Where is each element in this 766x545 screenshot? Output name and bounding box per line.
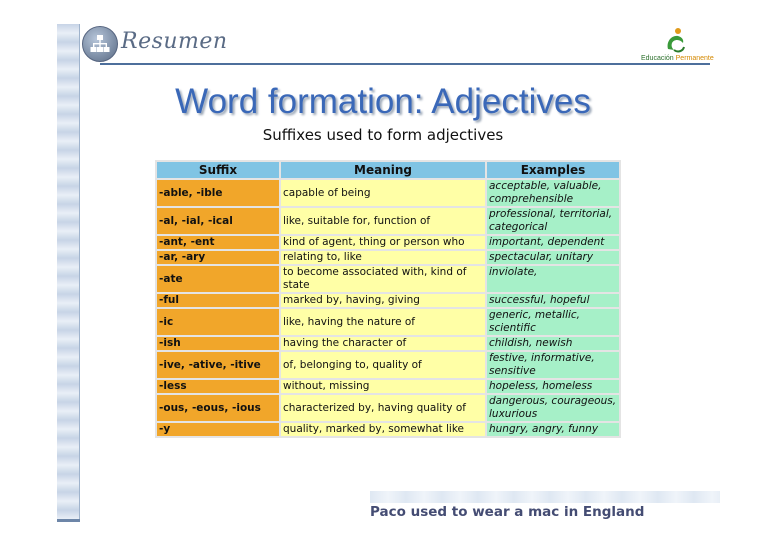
- suffix-cell: -ate: [157, 266, 279, 292]
- examples-cell: dangerous, courageous, luxurious: [487, 395, 619, 421]
- meaning-cell: quality, marked by, somewhat like: [281, 423, 485, 436]
- column-header-examples: Examples: [487, 162, 619, 178]
- examples-cell: important, dependent: [487, 236, 619, 249]
- suffix-cell: -y: [157, 423, 279, 436]
- meaning-cell: having the character of: [281, 337, 485, 350]
- meaning-cell: like, having the nature of: [281, 309, 485, 335]
- table-row: [157, 337, 619, 350]
- page-title: Word formation: Adjectives: [175, 82, 591, 121]
- column-header-meaning: Meaning: [281, 162, 485, 178]
- table-row: [157, 423, 619, 436]
- examples-cell: hungry, angry, funny: [487, 423, 619, 436]
- examples-cell: acceptable, valuable, comprehensible: [487, 180, 619, 206]
- meaning-cell: marked by, having, giving: [281, 294, 485, 307]
- examples-cell: professional, territorial, categorical: [487, 208, 619, 234]
- suffix-cell: -ic: [157, 309, 279, 335]
- suffix-cell: -less: [157, 380, 279, 393]
- table-header-row: [157, 162, 619, 178]
- table-row: [157, 309, 619, 335]
- suffix-cell: -ous, -eous, -ious: [157, 395, 279, 421]
- suffix-cell: -ish: [157, 337, 279, 350]
- section-label: Resumen: [121, 29, 228, 54]
- examples-cell: inviolate,: [487, 266, 619, 292]
- meaning-cell: capable of being: [281, 180, 485, 206]
- examples-cell: hopeless, homeless: [487, 380, 619, 393]
- suffix-table: [155, 160, 621, 438]
- logo-text: Educación Permanente: [641, 55, 714, 62]
- educacion-permanente-logo: [664, 27, 686, 55]
- examples-cell: festive, informative, sensitive: [487, 352, 619, 378]
- meaning-cell: relating to, like: [281, 251, 485, 264]
- meaning-cell: kind of agent, thing or person who: [281, 236, 485, 249]
- footer-caption: Paco used to wear a mac in England: [370, 504, 645, 520]
- table-row: [157, 266, 619, 292]
- meaning-cell: like, suitable for, function of: [281, 208, 485, 234]
- suffix-cell: -ant, -ent: [157, 236, 279, 249]
- examples-cell: successful, hopeful: [487, 294, 619, 307]
- suffix-cell: -able, -ible: [157, 180, 279, 206]
- table-row: [157, 352, 619, 378]
- suffix-cell: -ive, -ative, -itive: [157, 352, 279, 378]
- table-row: [157, 395, 619, 421]
- suffix-cell: -ar, -ary: [157, 251, 279, 264]
- examples-cell: spectacular, unitary: [487, 251, 619, 264]
- table-row: [157, 180, 619, 206]
- page-subtitle: Suffixes used to form adjectives: [262, 126, 504, 144]
- footer-decorative-stripe: [370, 491, 720, 503]
- table-row: [157, 208, 619, 234]
- meaning-cell: without, missing: [281, 380, 485, 393]
- column-header-suffix: Suffix: [157, 162, 279, 178]
- meaning-cell: to become associated with, kind of state: [281, 266, 485, 292]
- table-row: [157, 236, 619, 249]
- suffix-cell: -al, -ial, -ical: [157, 208, 279, 234]
- table-row: [157, 294, 619, 307]
- examples-cell: generic, metallic, scientific: [487, 309, 619, 335]
- table-row: [157, 251, 619, 264]
- examples-cell: childish, newish: [487, 337, 619, 350]
- header-divider: [100, 63, 710, 65]
- table-row: [157, 380, 619, 393]
- suffix-cell: -ful: [157, 294, 279, 307]
- meaning-cell: of, belonging to, quality of: [281, 352, 485, 378]
- sitemap-icon[interactable]: [82, 26, 118, 62]
- meaning-cell: characterized by, having quality of: [281, 395, 485, 421]
